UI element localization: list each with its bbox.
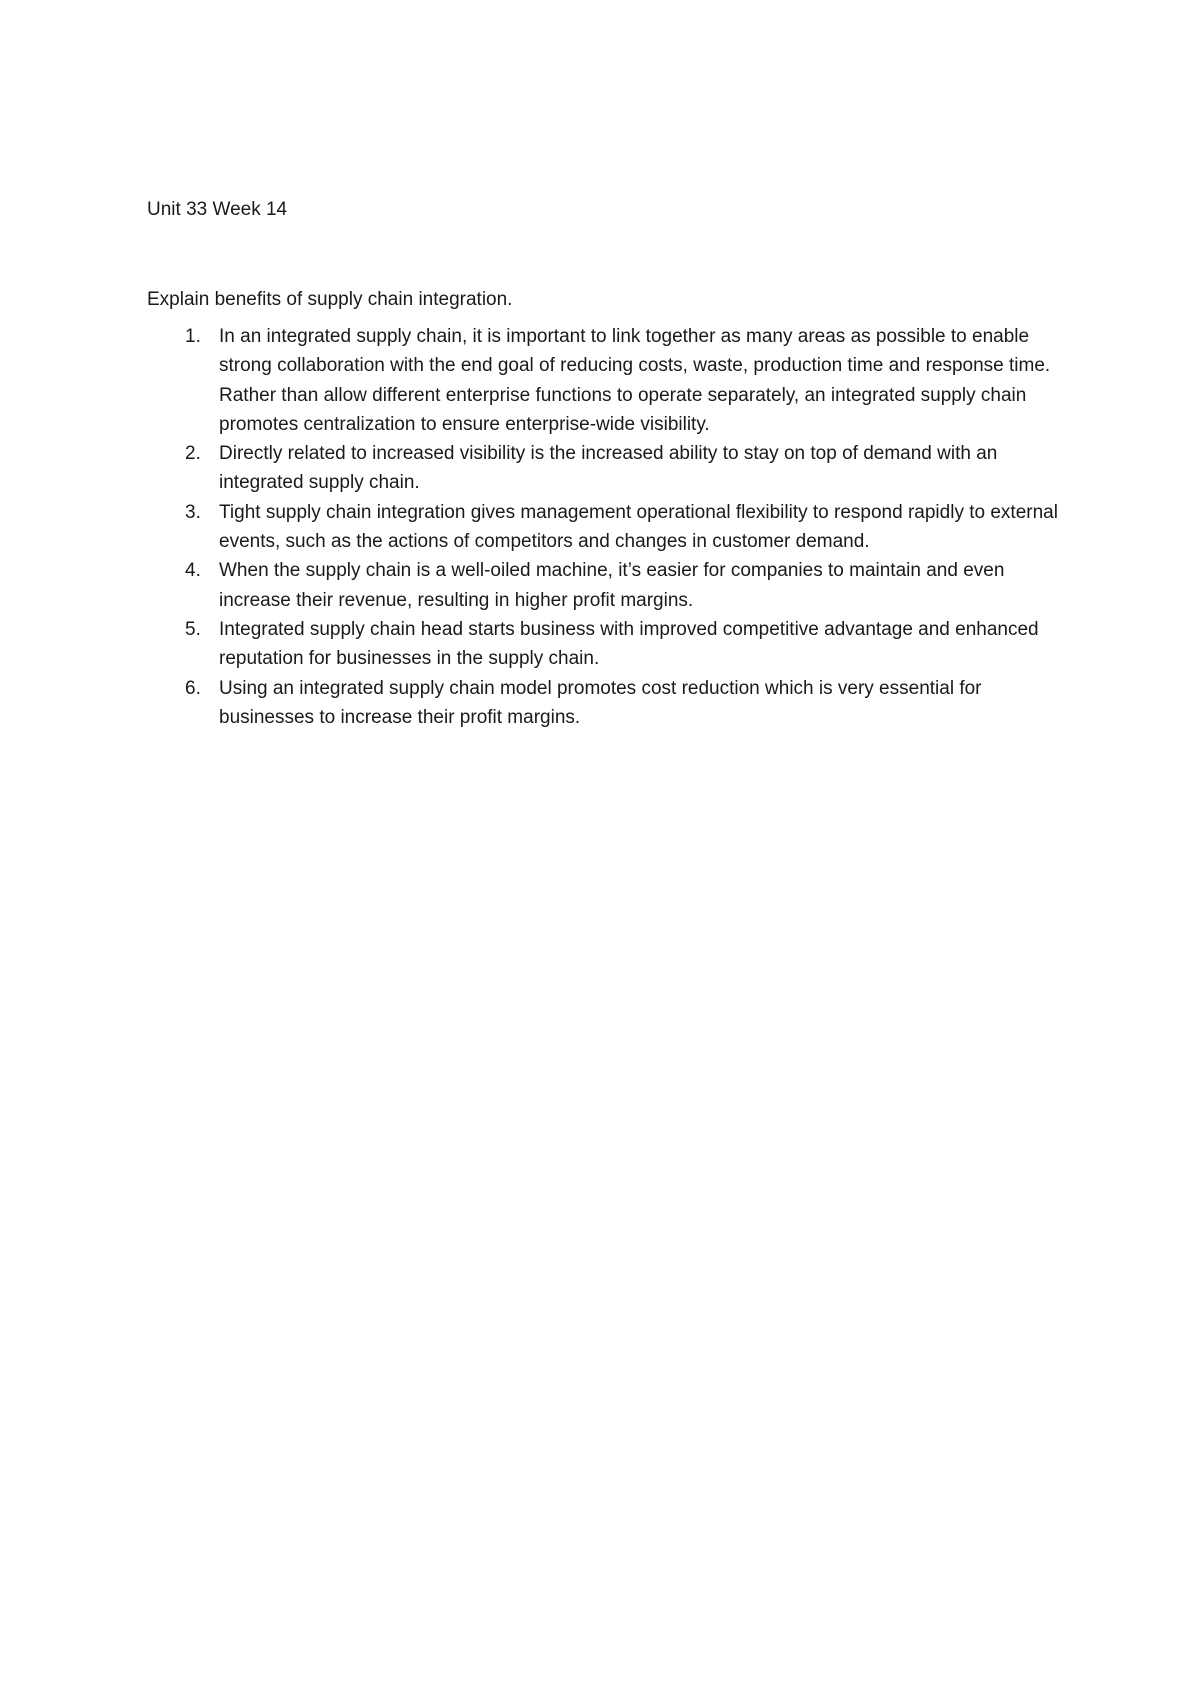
list-item-text: When the supply chain is a well-oiled machine, it’s easier for companies to maintain and even increase their revenue, resulting in higher profit margins.	[219, 560, 1005, 611]
document-body	[147, 198, 1077, 732]
list-item-number: 2.	[185, 443, 201, 465]
list-item	[147, 556, 1077, 615]
list-item-text: Directly related to increased visibility is the increased ability to stay on top of demand with an integrated supply chain.	[219, 443, 998, 494]
list-item	[147, 439, 1077, 498]
list-item	[147, 498, 1077, 557]
list-item-number: 6.	[185, 677, 201, 699]
document-heading: Unit 33 Week 14	[147, 199, 288, 220]
list-item	[147, 615, 1077, 674]
list-item-text: In an integrated supply chain, it is important to link together as many areas as possible to enable strong collaboration with the end goal of reducing costs, waste, production time and response time. Rather than allow different enterprise functions to operate separately, an integrated supply chain promotes centralization to ensure enterprise-wide visibility.	[219, 326, 1051, 435]
list-item-number: 5.	[185, 618, 201, 640]
list-item-text: Integrated supply chain head starts business with improved competitive advantage and enhanced reputation for businesses in the supply chain.	[219, 618, 1039, 670]
list-item-text: Using an integrated supply chain model promotes cost reduction which is very essential for businesses to increase their profit margins.	[219, 677, 982, 728]
answer-list	[147, 322, 1077, 732]
list-item-text: Tight supply chain integration gives management operational flexibility to respond rapidly to external events, such as the actions of competitors and changes in customer demand.	[219, 501, 1058, 553]
list-item-number: 4.	[185, 560, 201, 582]
list-item-number: 1.	[185, 326, 201, 347]
list-item-number: 3.	[185, 501, 201, 523]
question-text: Explain benefits of supply chain integration.	[147, 289, 513, 310]
list-item	[147, 322, 1077, 439]
list-item	[147, 674, 1077, 733]
